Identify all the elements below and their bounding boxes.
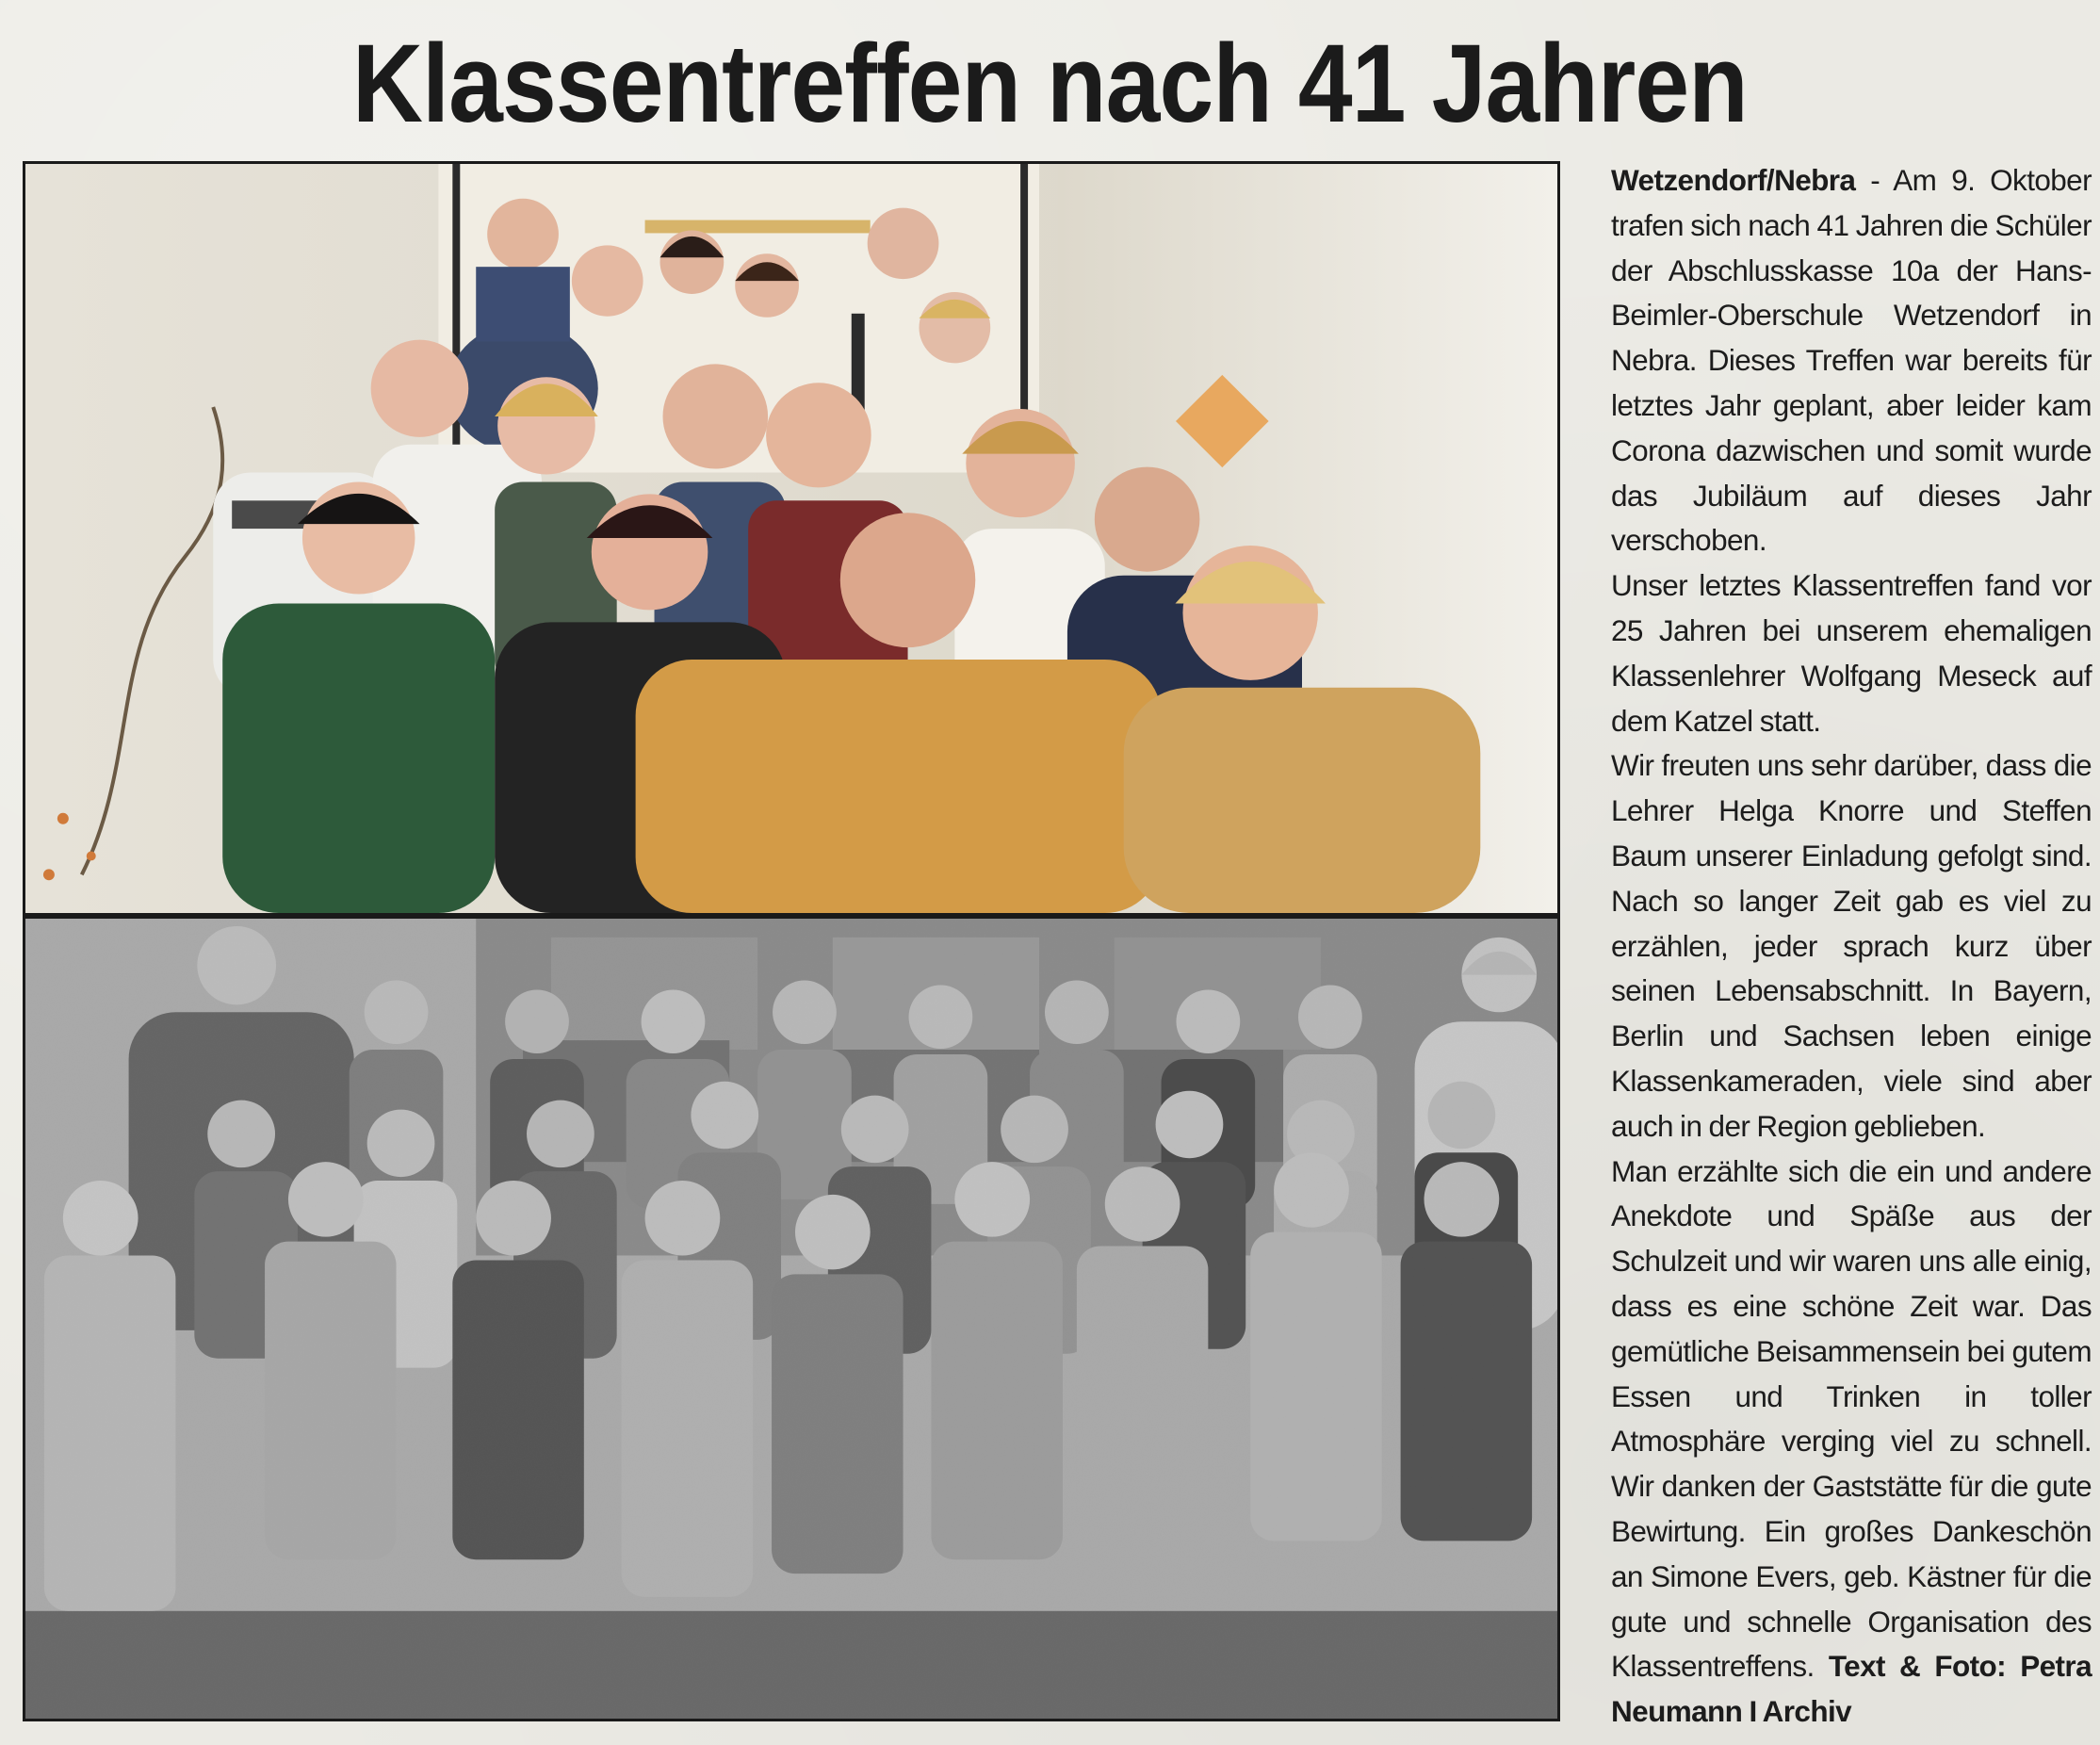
reunion-photo-image (25, 164, 1557, 913)
paragraph-4-text: Man erzählte sich die ein und andere Anekdote und Späße aus der Schulzeit und wir waren uns alle einig, dass es eine schöne Zeit war. Das gemütliche Beisammensein bei gutem Essen und Trinken in toller Atmosphäre verging viel zu schnell. Wir danken der Gaststätte für die gute Bewirtung. Ein großes Dankeschön an Simone Evers, geb. Kästner für die gute und schnelle Organisation des Klassentreffens. (1611, 1153, 2092, 1684)
article-paragraph-3: Wir freuten uns sehr darüber, dass die Lehrer Helga Knorre und Steffen Baum unserer Einladung gefolgt sind. Nach so langer Zeit gab es viel zu erzählen, jeder sprach kurz über seinen Lebensabschnitt. In Bayern, Berlin und Sachsen leben einige Klassenkameraden, viele sind aber auch in der Region geblieben. (1611, 748, 2092, 1143)
reunion-group-photo (23, 161, 1560, 916)
photo-credit: Text & Foto: Petra Neumann I Archiv (1611, 1649, 2092, 1729)
dateline: Wetzendorf/Nebra (1611, 163, 1856, 197)
article-paragraph-1 (1611, 158, 2092, 563)
article-paragraph-4 (1611, 1150, 2092, 1735)
article-body (1611, 158, 2092, 1732)
article-paragraph-2: Unser letztes Klassentreffen fand vor 25 Jahren bei unserem ehemaligen Klassenlehrer Wolfgang Meseck auf dem Katzel statt. (1611, 568, 2092, 738)
headline: Klassentreffen nach 41 Jahren (352, 22, 1748, 146)
archive-photo-image (25, 919, 1557, 1719)
paragraph-1-text: - Am 9. Oktober trafen sich nach 41 Jahren die Schüler der Abschlusskasse 10a der Hans-Beimler-Oberschule Wetzendorf in Nebra. Dieses Treffen war bereits für letztes Jahr geplant, aber leider kam Corona dazwischen und somit wurde das Jubiläum auf dieses Jahr verschoben. (1611, 163, 2092, 558)
archive-class-photo (23, 916, 1560, 1721)
